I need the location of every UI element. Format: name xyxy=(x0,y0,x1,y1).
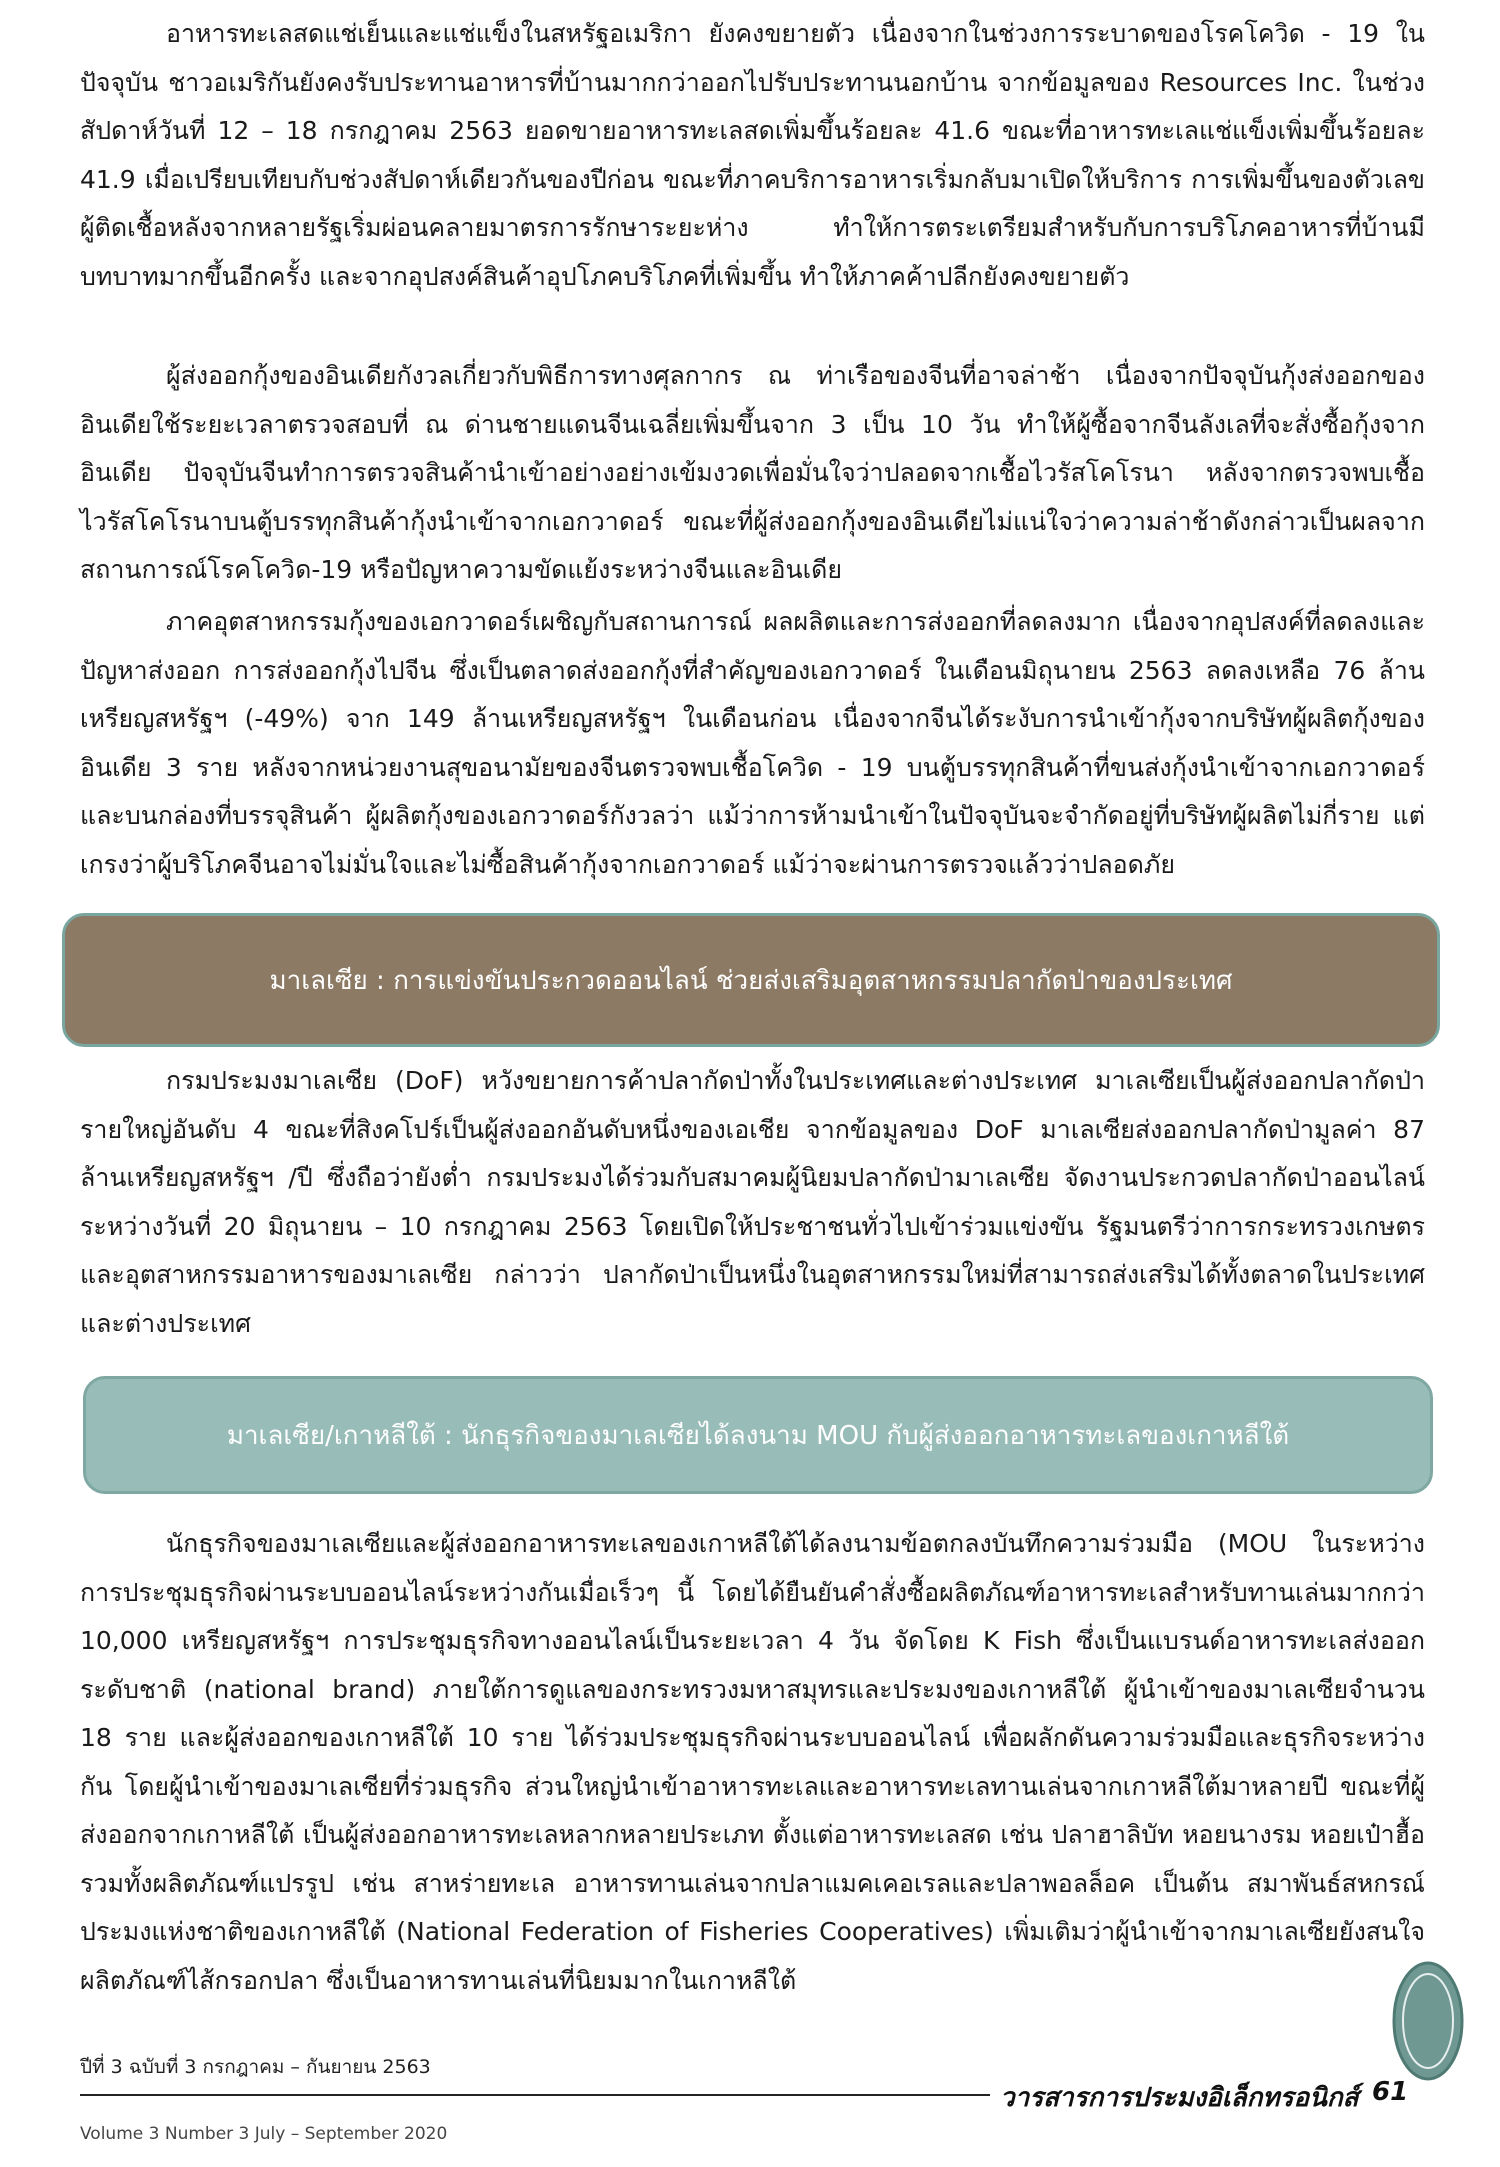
paragraph-malaysia-korea-mou: นักธุรกิจของมาเลเซียและผู้ส่งออกอาหารทะเลของเกาหลีใต้ได้ลงนามข้อตกลงบันทึกความร่วมมือ (MOU ในระหว่างการประชุมธุรกิจผ่านระบบออนไลน์ระหว่างกันเมื่อเร็วๆ นี้ โดยได้ยืนยันคำสั่งซื้อผลิตภัณฑ์อาหารทะเลสำหรับทานเล่นมากกว่า 10,000 เหรียญสหรัฐฯ การประชุมธุรกิจทางออนไลน์เป็นระยะเวลา 4 วัน จัดโดย K Fish ซึ่งเป็นแบรนด์อาหารทะเลส่งออกระดับชาติ (national brand) ภายใต้การดูแลของกระทรวงมหาสมุทรและประมงของเกาหลีใต้ ผู้นำเข้าของมาเลเซียจำนวน 18 ราย และผู้ส่งออกของเกาหลีใต้ 10 ราย ได้ร่วมประชุมธุรกิจผ่านระบบออนไลน์ เพื่อผลักดันความร่วมมือและธุรกิจระหว่างกัน โดยผู้นำเข้าของมาเลเซียที่ร่วมธุรกิจ ส่วนใหญ่นำเข้าอาหารทะเลและอาหารทะเลทานเล่นจากเกาหลีใต้มาหลายปี ขณะที่ผู้ส่งออกจากเกาหลีใต้ เป็นผู้ส่งออกอาหารทะเลหลากหลายประเภท ตั้งแต่อาหารทะเลสด เช่น ปลาฮาลิบัท หอยนางรม หอยเป๋าฮื้อ รวมทั้งผลิตภัณฑ์แปรรูป เช่น สาหร่ายทะเล อาหารทานเล่นจากปลาแมคเคอเรลและปลาพอลล็อค เป็นต้น สมาพันธ์สหกรณ์ประมงแห่งชาติของเกาหลีใต้ (National Federation of Fisheries Cooperatives) เพิ่มเติมว่าผู้นำเข้าจากมาเลเซียยังสนใจผลิตภัณฑ์ไส้กรอกปลา ซึ่งเป็นอาหารทานเล่นที่นิยมมากในเกาหลีใต้ xyxy=(80,1529,1425,1995)
page-number-oval-icon xyxy=(1392,1960,1464,2082)
footer-issue-english: Volume 3 Number 3 July – September 2020 xyxy=(80,2124,448,2144)
paragraph-india-shrimp: ผู้ส่งออกกุ้งของอินเดียกังวลเกี่ยวกับพิธีการทางศุลกากร ณ ท่าเรือของจีนที่อาจล่าช้า เนื่องจากปัจจุบันกุ้งส่งออกของอินเดียใช้ระยะเวลาตรวจสอบที่ ณ ด่านชายแดนจีนเฉลี่ยเพิ่มขึ้นจาก 3 เป็น 10 วัน ทำให้ผู้ซื้อจากจีนลังเลที่จะสั่งซื้อกุ้งจากอินเดีย ปัจจุบันจีนทำการตรวจสินค้านำเข้าอย่างอย่างเข้มงวดเพื่อมั่นใจว่าปลอดจากเชื้อไวรัสโคโรนา หลังจากตรวจพบเชื้อไวรัสโคโรนาบนตู้บรรทุกสินค้ากุ้งนำเข้าจากเอกวาดอร์ ขณะที่ผู้ส่งออกกุ้งของอินเดียไม่แน่ใจว่าความล่าช้าดังกล่าวเป็นผลจากสถานการณ์โรคโควิด-19 หรือปัญหาความขัดแย้งระหว่างจีนและอินเดีย xyxy=(80,361,1425,584)
section-heading: มาเลเซีย : การแข่งขันประกวดออนไลน์ ช่วยส่งเสริมอุตสาหกรรมปลากัดป่าของประเทศ xyxy=(269,965,1233,996)
section-banner-malaysia-korea xyxy=(83,1376,1433,1494)
paragraph-ecuador-shrimp: ภาคอุตสาหกรรมกุ้งของเอกวาดอร์เผชิญกับสถานการณ์ ผลผลิตและการส่งออกที่ลดลงมาก เนื่องจากอุปสงค์ที่ลดลงและปัญหาส่งออก การส่งออกกุ้งไปจีน ซึ่งเป็นตลาดส่งออกกุ้งที่สำคัญของเอกวาดอร์ ในเดือนมิถุนายน 2563 ลดลงเหลือ 76 ล้านเหรียญสหรัฐฯ (-49%) จาก 149 ล้านเหรียญสหรัฐฯ ในเดือนก่อน เนื่องจากจีนได้ระงับการนำเข้ากุ้งจากบริษัทผู้ผลิตกุ้งของอินเดีย 3 ราย หลังจากหน่วยงานสุขอนามัยของจีนตรวจพบเชื้อโควิด - 19 บนตู้บรรทุกสินค้าที่ขนส่งกุ้งนำเข้าจากเอกวาดอร์ และบนกล่องที่บรรจุสินค้า ผู้ผลิตกุ้งของเอกวาดอร์กังวลว่า แม้ว่าการห้ามนำเข้าในปัจจุบันจะจำกัดอยู่ที่บริษัทผู้ผลิตไม่กี่ราย แต่เกรงว่าผู้บริโภคจีนอาจไม่มั่นใจและไม่ซื้อสินค้ากุ้งจากเอกวาดอร์ แม้ว่าจะผ่านการตรวจแล้วว่าปลอดภัย xyxy=(80,607,1425,879)
paragraph-us-seafood: อาหารทะเลสดแช่เย็นและแช่แข็งในสหรัฐอเมริกา ยังคงขยายตัว เนื่องจากในช่วงการระบาดของโรคโควิด - 19 ในปัจจุบัน ชาวอเมริกันยังคงรับประทานอาหารที่บ้านมากกว่าออกไปรับประทานนอกบ้าน จากข้อมูลของ Resources Inc. ในช่วงสัปดาห์วันที่ 12 – 18 กรกฎาคม 2563 ยอดขายอาหารทะเลสดเพิ่มขึ้นร้อยละ 41.6 ขณะที่อาหารทะเลแช่แข็งเพิ่มขึ้นร้อยละ 41.9 เมื่อเปรียบเทียบกับช่วงสัปดาห์เดียวกันของปีก่อน ขณะที่ภาคบริการอาหารเริ่มกลับมาเปิดให้บริการ การเพิ่มขึ้นของตัวเลขผู้ติดเชื้อหลังจากหลายรัฐเริ่มผ่อนคลายมาตรการรักษาระยะห่าง ทำให้การตระเตรียมสำหรับกับการบริโภคอาหารที่บ้านมีบทบาทมากขึ้นอีกครั้ง และจากอุปสงค์สินค้าอุปโภคบริโภคที่เพิ่มขึ้น ทำให้ภาคค้าปลีกยังคงขยายตัว xyxy=(80,19,1425,291)
section-banner-malaysia-betta xyxy=(62,913,1440,1047)
page-number: 61 xyxy=(1372,2077,1409,2107)
journal-title: วารสารการประมงอิเล็กทรอนิกส์ xyxy=(1000,2083,1359,2113)
footer-issue-thai: ปีที่ 3 ฉบับที่ 3 กรกฎาคม – กันยายน 2563 xyxy=(80,2056,431,2078)
paragraph-malaysia-betta: กรมประมงมาเลเซีย (DoF) หวังขยายการค้าปลากัดป่าทั้งในประเทศและต่างประเทศ มาเลเซียเป็นผู้ส่งออกปลากัดป่ารายใหญ่อันดับ 4 ขณะที่สิงคโปร์เป็นผู้ส่งออกอันดับหนึ่งของเอเชีย จากข้อมูลของ DoF มาเลเซียส่งออกปลากัดป่ามูลค่า 87 ล้านเหรียญสหรัฐฯ /ปี ซึ่งถือว่ายังต่ำ กรมประมงได้ร่วมกับสมาคมผู้นิยมปลากัดป่ามาเลเซีย จัดงานประกวดปลากัดป่าออนไลน์ระหว่างวันที่ 20 มิถุนายน – 10 กรกฎาคม 2563 โดยเปิดให้ประชาชนทั่วไปเข้าร่วมแข่งขัน รัฐมนตรีว่าการกระทรวงเกษตรและอุตสาหกรรมอาหารของมาเลเซีย กล่าวว่า ปลากัดป่าเป็นหนึ่งในอุตสาหกรรมใหม่ที่สามารถส่งเสริมได้ทั้งตลาดในประเทศและต่างประเทศ xyxy=(80,1066,1425,1338)
section-heading: มาเลเซีย/เกาหลีใต้ : นักธุรกิจของมาเลเซียได้ลงนาม MOU กับผู้ส่งออกอาหารทะเลของเกาหลีใต้ xyxy=(226,1420,1290,1451)
footer-divider xyxy=(80,2094,990,2096)
